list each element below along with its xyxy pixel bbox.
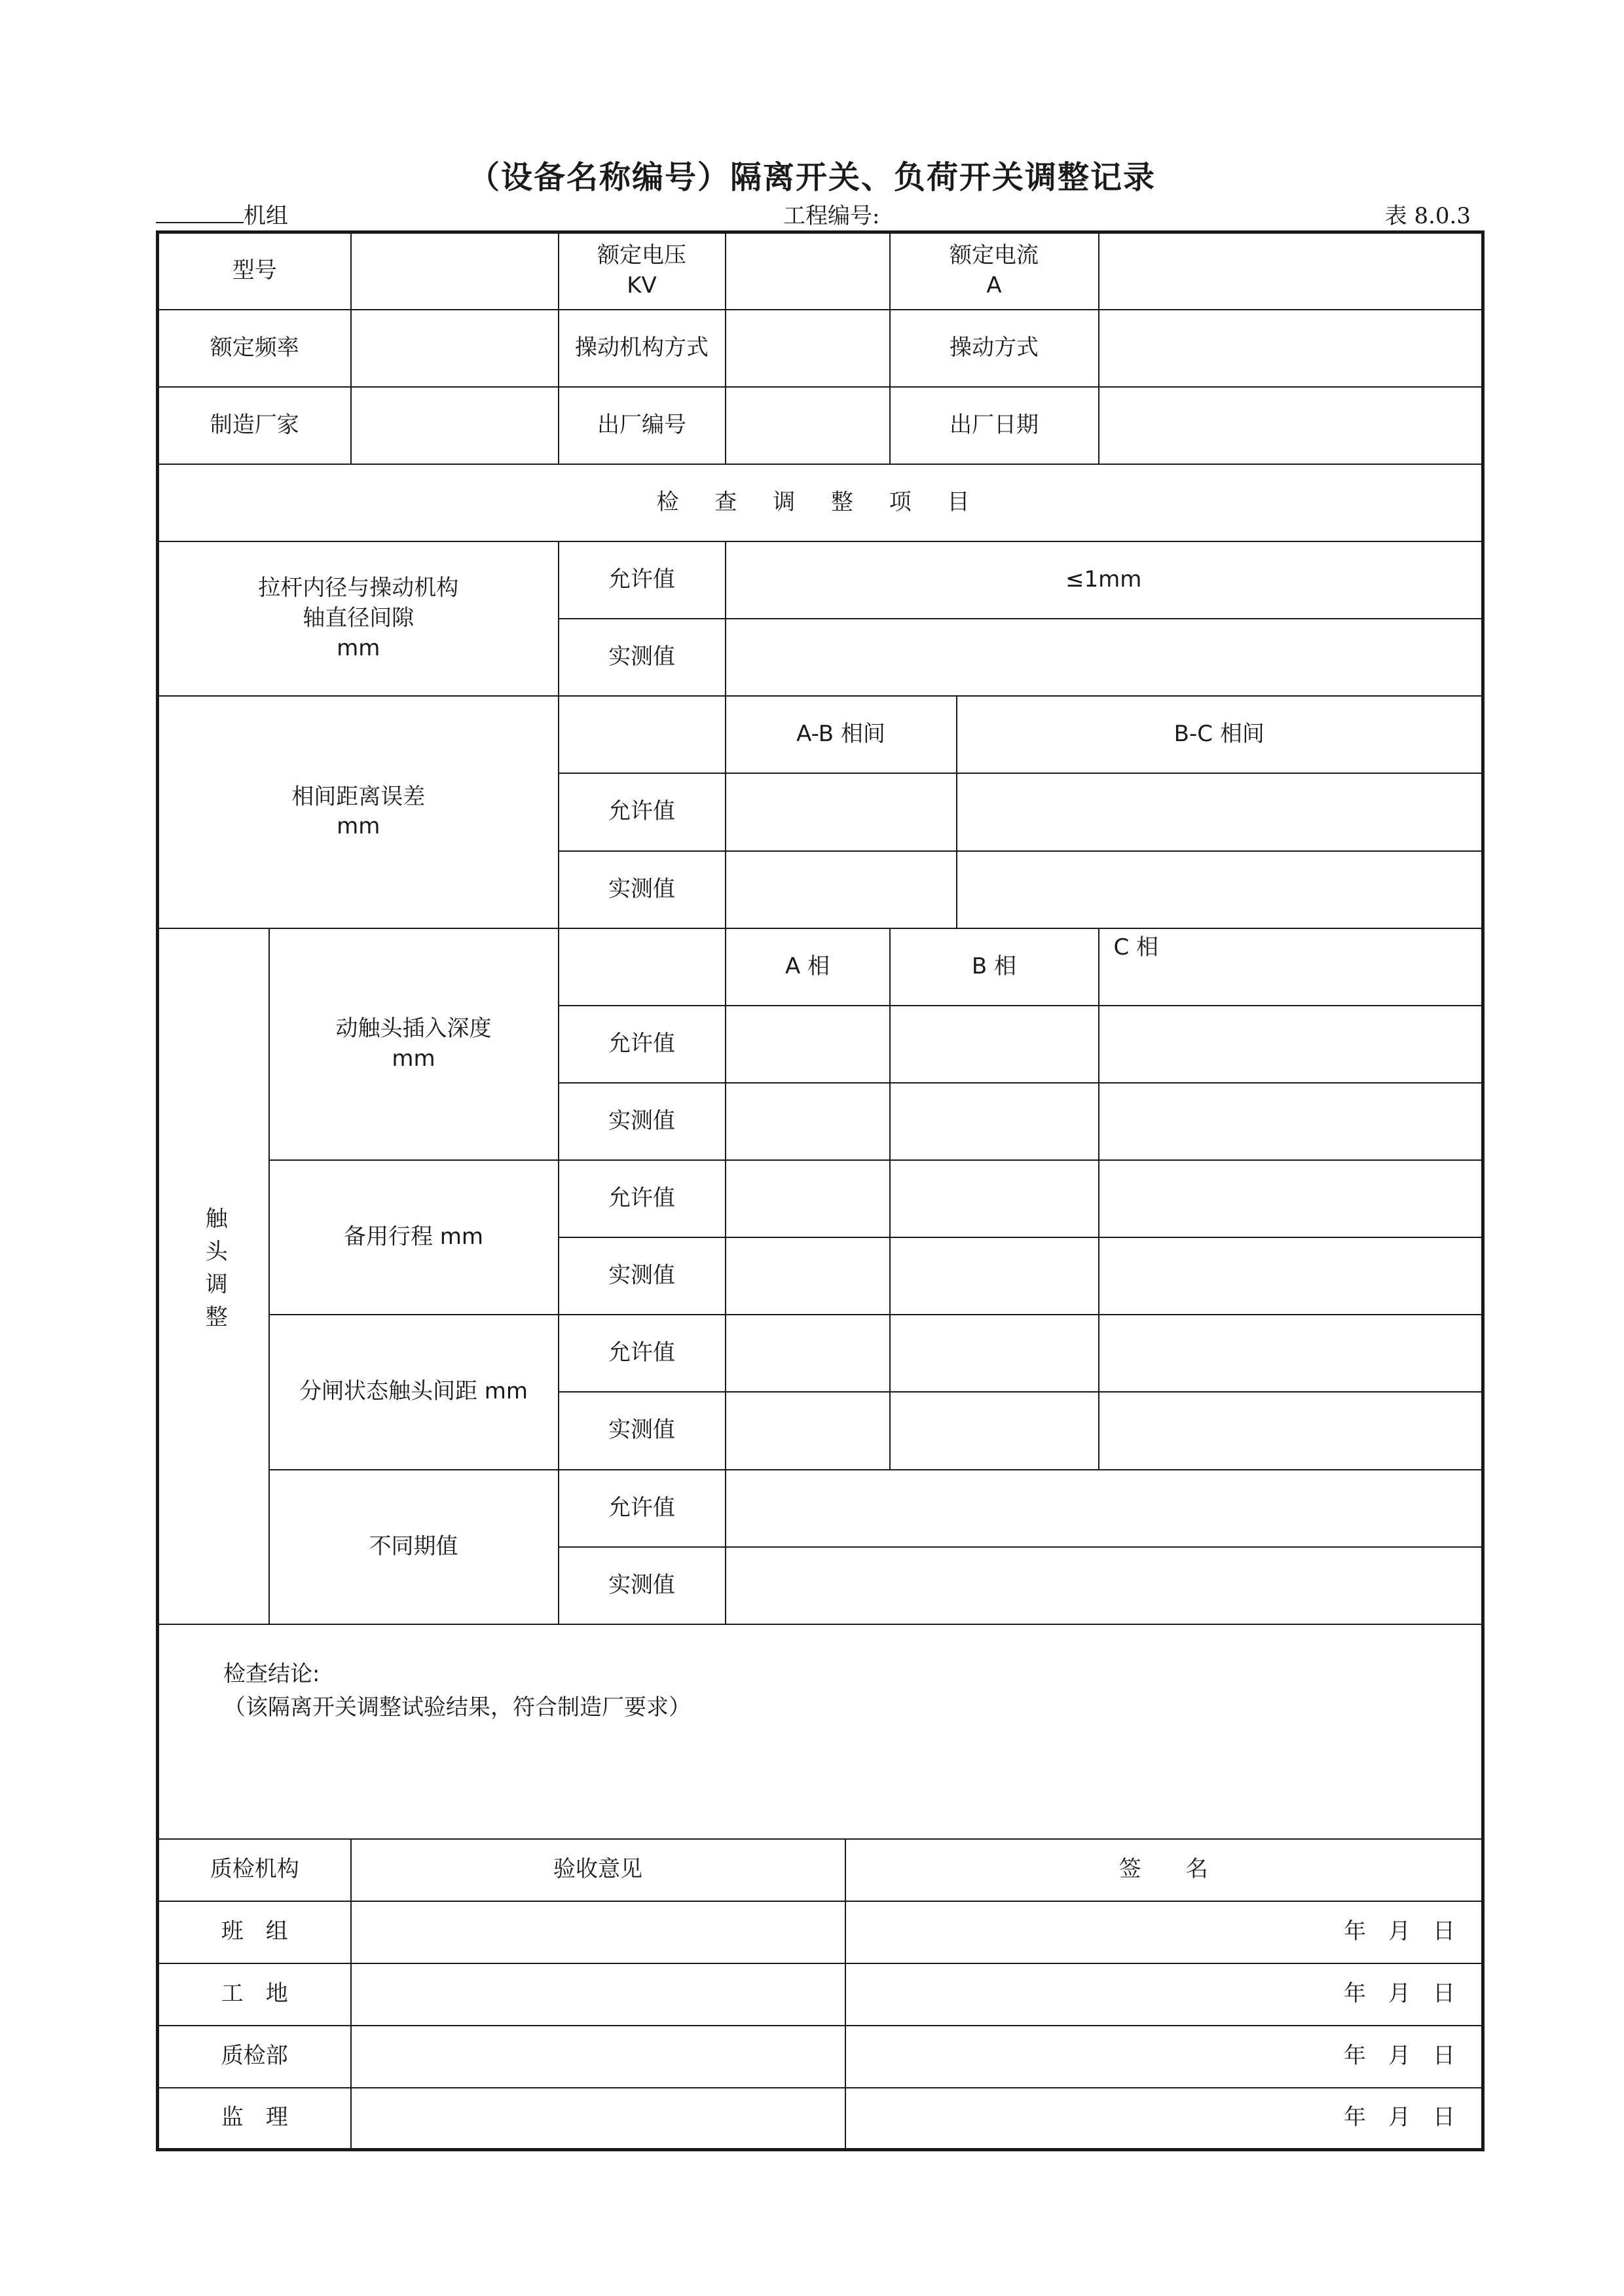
insertion-a-allowed[interactable] <box>726 1006 890 1083</box>
insertion-c-allowed[interactable] <box>1099 1006 1483 1083</box>
operation-mode-value[interactable] <box>1099 310 1483 387</box>
spare-c-measured[interactable] <box>1099 1237 1483 1315</box>
rod-gap-measured-value[interactable] <box>726 619 1483 696</box>
signoff-row-site: 工 地 <box>158 1963 351 2026</box>
spare-a-measured[interactable] <box>726 1237 890 1315</box>
manufacturer-label: 制造厂家 <box>158 387 351 464</box>
insertion-b-allowed[interactable] <box>890 1006 1099 1083</box>
conclusion-label: 检查结论: <box>223 1660 320 1687</box>
non-sync-label: 不同期值 <box>269 1470 559 1624</box>
serial-no-value[interactable] <box>726 387 890 464</box>
supervision-opinion[interactable] <box>351 2088 845 2150</box>
rated-voltage-label: 额定电压 KV <box>559 232 726 310</box>
open-gap-c-allowed[interactable] <box>1099 1315 1483 1392</box>
non-sync-measured-value[interactable] <box>726 1547 1483 1624</box>
model-value[interactable] <box>351 232 559 310</box>
measured-label: 实测值 <box>559 1547 726 1624</box>
open-gap-label: 分闸状态触头间距 mm <box>269 1315 559 1469</box>
unit-field <box>156 198 288 227</box>
qc-sign-date[interactable]: 年 月 日 <box>845 2026 1483 2088</box>
allowed-label: 允许值 <box>559 1006 726 1083</box>
rated-frequency-value[interactable] <box>351 310 559 387</box>
signoff-opinion-header: 验收意见 <box>351 1839 845 1901</box>
phase-distance-label: 相间距离误差 mm <box>158 696 559 928</box>
site-opinion[interactable] <box>351 1963 845 2026</box>
spare-c-allowed[interactable] <box>1099 1160 1483 1237</box>
record-table <box>156 230 1485 2151</box>
mechanism-type-label: 操动机构方式 <box>559 310 726 387</box>
conclusion-block[interactable] <box>158 1624 1483 1839</box>
team-sign-date[interactable]: 年 月 日 <box>845 1901 1483 1963</box>
model-label: 型号 <box>158 232 351 310</box>
insertion-b-measured[interactable] <box>890 1083 1099 1160</box>
allowed-label: 允许值 <box>559 1160 726 1237</box>
signoff-row-qc: 质检部 <box>158 2026 351 2088</box>
section-title: 检 查 调 整 项 目 <box>158 464 1483 541</box>
manufacturer-value[interactable] <box>351 387 559 464</box>
insertion-c-measured[interactable] <box>1099 1083 1483 1160</box>
operation-mode-label: 操动方式 <box>890 310 1099 387</box>
rated-current-value[interactable] <box>1099 232 1483 310</box>
manufacture-date-label: 出厂日期 <box>890 387 1099 464</box>
rated-frequency-label: 额定频率 <box>158 310 351 387</box>
unit-blank[interactable] <box>156 202 244 223</box>
phase-header-blank <box>559 696 726 773</box>
allowed-label: 允许值 <box>559 541 726 619</box>
open-gap-a-measured[interactable] <box>726 1392 890 1469</box>
bc-allowed-value[interactable] <box>957 773 1483 850</box>
b-phase-header: B 相 <box>890 928 1099 1006</box>
allowed-label: 允许值 <box>559 1470 726 1547</box>
open-gap-b-allowed[interactable] <box>890 1315 1099 1392</box>
serial-no-label: 出厂编号 <box>559 387 726 464</box>
phase-header-blank <box>559 928 726 1006</box>
contact-adjust-label: 触头调整 <box>158 928 269 1624</box>
open-gap-c-measured[interactable] <box>1099 1392 1483 1469</box>
bc-phase-header: B-C 相间 <box>957 696 1483 773</box>
insertion-depth-label: 动触头插入深度 mm <box>269 928 559 1160</box>
insertion-a-measured[interactable] <box>726 1083 890 1160</box>
signoff-row-supervision: 监 理 <box>158 2088 351 2150</box>
rated-current-label: 额定电流 A <box>890 232 1099 310</box>
manufacture-date-value[interactable] <box>1099 387 1483 464</box>
measured-label: 实测值 <box>559 1392 726 1469</box>
bc-measured-value[interactable] <box>957 851 1483 928</box>
spare-b-measured[interactable] <box>890 1237 1099 1315</box>
rated-voltage-value[interactable] <box>726 232 890 310</box>
conclusion-text: （该隔离开关调整试验结果，符合制造厂要求） <box>223 1694 691 1721</box>
a-phase-header: A 相 <box>726 928 890 1006</box>
mechanism-type-value[interactable] <box>726 310 890 387</box>
table-number: 表 8.0.3 <box>1384 203 1471 229</box>
allowed-label: 允许值 <box>559 1315 726 1392</box>
project-number-label: 工程编号: <box>783 203 880 229</box>
supervision-sign-date[interactable]: 年 月 日 <box>845 2088 1483 2150</box>
measured-label: 实测值 <box>559 1237 726 1315</box>
rod-gap-label: 拉杆内径与操动机构 轴直径间隙 mm <box>158 541 559 696</box>
signoff-row-team: 班 组 <box>158 1901 351 1963</box>
unit-label: 机组 <box>244 203 288 229</box>
measured-label: 实测值 <box>559 1083 726 1160</box>
open-gap-a-allowed[interactable] <box>726 1315 890 1392</box>
ab-measured-value[interactable] <box>726 851 957 928</box>
ab-allowed-value[interactable] <box>726 773 957 850</box>
spare-b-allowed[interactable] <box>890 1160 1099 1237</box>
c-phase-header: C 相 <box>1099 928 1483 1006</box>
spare-a-allowed[interactable] <box>726 1160 890 1237</box>
allowed-label: 允许值 <box>559 773 726 850</box>
qc-opinion[interactable] <box>351 2026 845 2088</box>
non-sync-allowed-value[interactable] <box>726 1470 1483 1547</box>
signoff-sign-header: 签 名 <box>845 1839 1483 1901</box>
rod-gap-allowed-value[interactable]: ≤1mm <box>726 541 1483 619</box>
page-title: （设备名称编号）隔离开关、负荷开关调整记录 <box>468 159 1156 196</box>
team-opinion[interactable] <box>351 1901 845 1963</box>
site-sign-date[interactable]: 年 月 日 <box>845 1963 1483 2026</box>
open-gap-b-measured[interactable] <box>890 1392 1099 1469</box>
signoff-org-header: 质检机构 <box>158 1839 351 1901</box>
measured-label: 实测值 <box>559 851 726 928</box>
spare-stroke-label: 备用行程 mm <box>269 1160 559 1315</box>
measured-label: 实测值 <box>559 619 726 696</box>
ab-phase-header: A-B 相间 <box>726 696 957 773</box>
